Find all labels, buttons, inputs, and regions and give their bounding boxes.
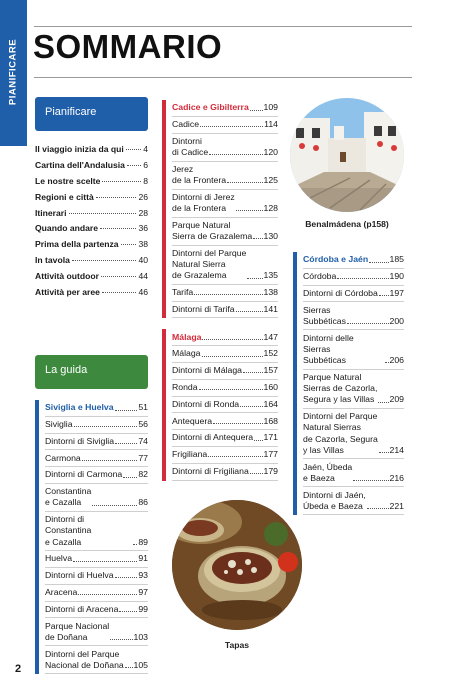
toc-cordoba-jaen — [293, 252, 404, 515]
toc-leader-dots — [378, 402, 388, 403]
toc-column-cadice — [162, 100, 278, 318]
toc-entry-label: Cartina dell'Andalusia — [35, 159, 125, 170]
side-tab — [0, 0, 27, 146]
toc-chapter-heading[interactable] — [172, 329, 278, 346]
toc-leader-dots — [250, 473, 263, 474]
toc-column-malaga — [162, 329, 278, 480]
toc-entry-label: Prima della partenza — [35, 239, 119, 250]
toc-entry[interactable] — [45, 602, 148, 619]
toc-entry-label: Tarifa — [172, 287, 194, 298]
toc-entry[interactable] — [45, 646, 148, 674]
toc-entry-page: 4 — [143, 144, 148, 154]
toc-entry-page: 26 — [138, 191, 148, 202]
toc-entry-page: 93 — [138, 570, 148, 581]
toc-entry[interactable] — [172, 413, 278, 430]
toc-leader-dots — [367, 508, 389, 509]
toc-entry-page: 209 — [389, 394, 404, 405]
toc-leader-dots — [369, 262, 388, 263]
toc-entry-label: Sierras Subbéticas — [303, 304, 346, 326]
toc-chapter-heading[interactable] — [303, 252, 404, 269]
toc-entry[interactable] — [172, 397, 278, 414]
toc-entry[interactable] — [45, 417, 148, 434]
toc-entry-label: Dintorni di Ronda — [172, 398, 240, 409]
toc-entry-label: Dintorni di Carmona — [45, 469, 123, 480]
toc-entry-page: 197 — [389, 287, 404, 298]
toc-entry-label: Attività outdoor — [35, 271, 99, 282]
toc-leader-dots — [347, 323, 389, 324]
tapas-illustration — [172, 500, 302, 630]
toc-entry-label: Dintorni del Parque Nacional de Doñana — [45, 648, 124, 670]
toc-entry-label: Parque Natural Sierra de Grazalema — [172, 219, 253, 242]
toc-entry-page: 91 — [138, 553, 148, 564]
toc-entry-label: Córdoba — [303, 271, 337, 282]
toc-leader-dots — [102, 181, 141, 182]
toc-chapter-label: Málaga — [172, 331, 202, 342]
toc-entry-label: Dintorni di Frigiliana — [172, 466, 249, 477]
toc-entry-page: 86 — [138, 497, 148, 508]
toc-entry[interactable] — [303, 459, 404, 487]
toc-entry[interactable] — [35, 255, 148, 271]
toc-chapter-heading[interactable] — [172, 100, 278, 117]
toc-leader-dots — [133, 544, 137, 545]
benalmadena-caption: Benalmádena (p158) — [305, 219, 389, 229]
toc-entry[interactable] — [35, 271, 148, 287]
toc-entry-page: 185 — [389, 254, 404, 265]
toc-leader-dots — [74, 426, 138, 427]
toc-leader-dots — [227, 182, 262, 183]
toc-entry-label: Málaga — [172, 348, 201, 359]
toc-leader-dots — [209, 154, 262, 155]
toc-entry[interactable] — [303, 330, 404, 369]
toc-entry-page: 200 — [389, 315, 404, 326]
toc-entry-label: Siviglia — [45, 419, 73, 430]
toc-entry-label: Aracena — [45, 587, 78, 598]
tapas-caption: Tapas — [224, 640, 250, 650]
toc-entry-label: Dintorni di Málaga — [172, 365, 243, 376]
toc-entry-label: Dintorni del Parque Natural Sierra de Grazalema — [172, 247, 247, 281]
toc-entry-page: 171 — [263, 432, 278, 443]
toc-entry[interactable] — [172, 302, 278, 319]
toc-entry-page: 216 — [389, 472, 404, 483]
toc-chapter-label: Cadice e Gibilterra — [172, 102, 249, 113]
toc-leader-dots — [125, 667, 133, 668]
toc-entry-page: 190 — [389, 271, 404, 282]
toc-entry[interactable] — [172, 380, 278, 397]
toc-entry[interactable] — [172, 346, 278, 363]
page-number: 2 — [15, 663, 22, 675]
toc-leader-dots — [115, 443, 137, 444]
toc-cadice-malaga — [162, 100, 278, 481]
toc-entry-label: Jaén, Úbeda e Baeza — [303, 461, 353, 483]
toc-entry[interactable] — [35, 208, 148, 224]
toc-entry[interactable] — [45, 618, 148, 646]
toc-leader-dots — [121, 244, 137, 245]
toc-entry[interactable] — [172, 162, 278, 190]
toc-leader-dots — [243, 372, 262, 373]
toc-leader-dots — [236, 210, 263, 211]
toc-entry-page: 120 — [263, 147, 278, 158]
toc-entry-page: 36 — [138, 223, 148, 234]
toc-entry-page: 97 — [138, 587, 148, 598]
toc-entry-page: 51 — [138, 402, 148, 413]
tapas-photo — [172, 500, 302, 630]
toc-entry[interactable] — [303, 409, 404, 459]
toc-entry[interactable] — [45, 484, 148, 512]
toc-leader-dots — [126, 149, 141, 150]
toc-leader-dots — [202, 339, 262, 340]
toc-entry[interactable] — [172, 117, 278, 134]
toc-entry-label: Dintorni di Córdoba — [303, 287, 378, 298]
toc-entry-page: 147 — [263, 331, 278, 342]
toc-entry[interactable] — [172, 363, 278, 380]
toc-entry-label: Quando andare — [35, 223, 99, 234]
title-rule — [34, 77, 412, 78]
toc-entry-page: 138 — [263, 287, 278, 298]
toc-entry[interactable] — [172, 464, 278, 481]
toc-entry-label: Ronda — [172, 382, 198, 393]
toc-entry-label: Huelva — [45, 553, 73, 564]
toc-entry-page: 46 — [138, 287, 148, 298]
toc-entry-page: 206 — [389, 355, 404, 366]
toc-entry[interactable] — [303, 286, 404, 303]
toc-entry[interactable] — [172, 430, 278, 447]
toc-entry-page: 38 — [138, 239, 148, 250]
toc-entry[interactable] — [35, 192, 148, 208]
toc-entry-page: 77 — [138, 452, 148, 463]
toc-leader-dots — [92, 505, 137, 506]
toc-leader-dots — [78, 594, 137, 595]
toc-entry-label: Dintorni di Constantina e Cazalla — [45, 514, 92, 547]
toc-entry-label: Dintorni di Jaén, Úbeda e Baeza — [303, 489, 366, 511]
toc-entry-label: Parque Natural Sierras de Cazorla, Segura y las Villas — [303, 371, 378, 405]
toc-leader-dots — [379, 295, 389, 296]
toc-entry[interactable] — [303, 269, 404, 286]
toc-entry-label: Dintorni di Siviglia — [45, 435, 115, 446]
toc-entry-page: 56 — [138, 419, 148, 430]
toc-chapter-label: Siviglia e Huelva — [45, 402, 114, 413]
toc-entry-page: 105 — [133, 659, 148, 670]
toc-entry-page: 8 — [143, 175, 148, 186]
toc-leader-dots — [119, 611, 137, 612]
toc-entry-page: 40 — [138, 255, 148, 266]
toc-entry-page: 177 — [263, 449, 278, 460]
toc-entry-label: Parque Nacional de Doñana — [45, 620, 110, 642]
toc-leader-dots — [236, 311, 263, 312]
toc-leader-dots — [110, 639, 132, 640]
toc-column-c — [293, 252, 404, 515]
toc-leader-dots — [353, 480, 388, 481]
toc-entry[interactable] — [303, 302, 404, 330]
toc-entry-page: 114 — [264, 119, 278, 130]
toc-entry-page: 141 — [263, 303, 278, 314]
toc-entry-page: 221 — [389, 500, 404, 511]
toc-entry-label: Dintorni di Jerez de la Frontera — [172, 191, 235, 214]
toc-entry[interactable] — [172, 134, 278, 162]
toc-entry-label: Cadice — [172, 119, 200, 130]
toc-entry-label: Jerez de la Frontera — [172, 163, 227, 186]
toc-entry[interactable] — [35, 144, 148, 160]
toc-entry-page: 214 — [389, 444, 404, 455]
toc-column-a — [35, 400, 148, 674]
toc-leader-dots — [250, 110, 263, 111]
toc-leader-dots — [194, 294, 262, 295]
section-la-guida[interactable]: La guida — [35, 355, 148, 389]
toc-entry[interactable] — [45, 450, 148, 467]
toc-entry-label: Constantina e Cazalla — [45, 486, 92, 508]
toc-entry-label: Dintorni di Antequera — [172, 432, 254, 443]
toc-leader-dots — [337, 278, 388, 279]
toc-entry-page: 99 — [138, 603, 148, 614]
toc-entry-page: 6 — [143, 159, 148, 170]
toc-entry-page: 168 — [263, 415, 278, 426]
toc-entry-page: 157 — [263, 365, 278, 376]
toc-entry-page: 128 — [263, 203, 278, 214]
toc-leader-dots — [253, 238, 262, 239]
toc-entry-page: 135 — [263, 270, 278, 281]
side-tab-label: PIANIFICARE — [7, 38, 19, 106]
page-title: SOMMARIO — [33, 28, 223, 65]
toc-entry[interactable] — [172, 190, 278, 218]
toc-entry[interactable] — [45, 551, 148, 568]
toc-entry-page: 103 — [133, 631, 148, 642]
pianificare-list — [35, 144, 148, 303]
toc-siviglia-huelva — [35, 400, 148, 674]
toc-leader-dots — [240, 406, 262, 407]
toc-leader-dots — [115, 577, 138, 578]
toc-leader-dots — [96, 197, 137, 198]
toc-entry-label: Dintorni di Huelva — [45, 570, 114, 581]
toc-entry-page: 109 — [263, 102, 278, 113]
toc-entry-label: Dintorni del Parque Natural Sierras de Cazorla, Segura y las Villas — [303, 411, 378, 455]
toc-leader-dots — [127, 165, 141, 166]
toc-leader-dots — [385, 362, 389, 363]
toc-leader-dots — [200, 126, 263, 127]
toc-leader-dots — [213, 423, 262, 424]
toc-entry-page: 179 — [263, 466, 278, 477]
toc-entry-page: 164 — [263, 398, 278, 409]
section-pianificare[interactable]: Pianificare — [35, 97, 148, 131]
toc-entry-page: 160 — [263, 382, 278, 393]
toc-entry-label: Dintorni di Tarifa — [172, 303, 235, 314]
toc-entry-page: 82 — [138, 469, 148, 480]
toc-entry-label: Dintorni delle Sierras Subbéticas — [303, 332, 354, 366]
toc-entry[interactable] — [45, 568, 148, 585]
toc-entry[interactable] — [172, 218, 278, 246]
toc-leader-dots — [72, 260, 137, 261]
toc-entry-label: Frigiliana — [172, 449, 208, 460]
toc-leader-dots — [202, 356, 263, 357]
toc-entry-label: Il viaggio inizia da qui — [35, 144, 124, 154]
toc-entry[interactable] — [172, 447, 278, 464]
toc-entry[interactable] — [35, 160, 148, 176]
toc-entry-page: 28 — [138, 207, 148, 218]
toc-entry[interactable] — [35, 223, 148, 239]
toc-entry[interactable] — [45, 512, 148, 551]
toc-entry[interactable] — [35, 176, 148, 192]
toc-entry-page: 74 — [138, 435, 148, 446]
toc-leader-dots — [102, 292, 136, 293]
toc-entry-label: Le nostre scelte — [35, 175, 101, 186]
toc-entry[interactable] — [35, 287, 148, 303]
toc-leader-dots — [199, 389, 263, 390]
toc-entry[interactable] — [172, 246, 278, 285]
toc-entry[interactable] — [35, 239, 148, 255]
toc-leader-dots — [208, 456, 262, 457]
toc-chapter-heading[interactable] — [45, 400, 148, 417]
toc-entry-label: Regioni e città — [35, 191, 94, 202]
toc-entry[interactable] — [45, 467, 148, 484]
toc-leader-dots — [247, 278, 262, 279]
toc-entry-page: 125 — [263, 175, 278, 186]
toc-entry-label: Attività per aree — [35, 287, 100, 298]
toc-entry-label: Dintorni di Aracena — [45, 603, 119, 614]
top-rule — [34, 26, 412, 27]
benalmadena-illustration — [290, 98, 404, 212]
toc-entry-label: Carmona — [45, 452, 81, 463]
toc-leader-dots — [379, 452, 389, 453]
benalmadena-photo — [290, 98, 404, 212]
toc-entry-label: In tavola — [35, 255, 70, 266]
toc-chapter-label: Córdoba e Jaén — [303, 254, 369, 265]
toc-entry-page: 130 — [263, 231, 278, 242]
toc-leader-dots — [100, 228, 136, 229]
toc-leader-dots — [123, 477, 137, 478]
toc-entry-page: 89 — [138, 536, 148, 547]
toc-entry[interactable] — [303, 487, 404, 515]
toc-leader-dots — [115, 410, 138, 411]
toc-entry-page: 152 — [263, 348, 278, 359]
toc-entry[interactable] — [172, 285, 278, 302]
toc-leader-dots — [69, 213, 137, 214]
toc-entry-label: Itinerari — [35, 207, 67, 218]
toc-entry[interactable] — [45, 434, 148, 451]
toc-leader-dots — [254, 440, 262, 441]
toc-leader-dots — [73, 561, 137, 562]
toc-entry-label: Antequera — [172, 415, 213, 426]
toc-leader-dots — [82, 460, 138, 461]
toc-entry-page: 44 — [138, 271, 148, 282]
toc-entry[interactable] — [45, 585, 148, 602]
toc-entry-label: Dintorni di Cadice — [172, 135, 209, 158]
toc-leader-dots — [101, 276, 136, 277]
toc-entry[interactable] — [303, 370, 404, 409]
